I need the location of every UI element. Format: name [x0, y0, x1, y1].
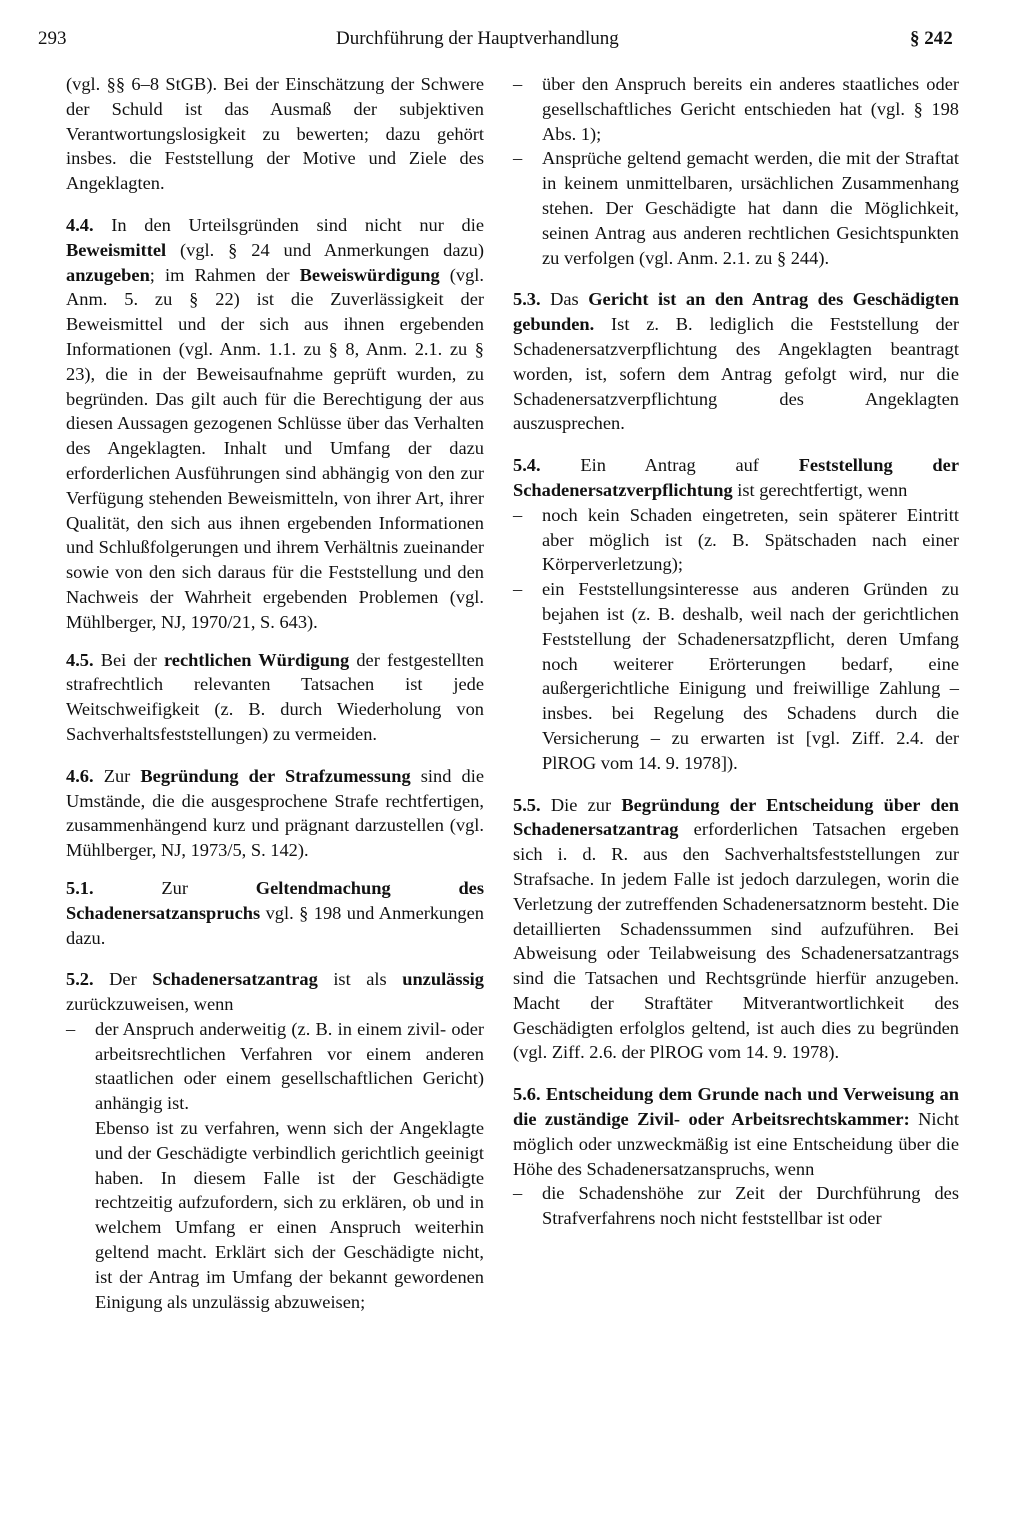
paragraph-5-6 [513, 1082, 959, 1231]
bold-term: Begründung der Strafzumessung [140, 765, 411, 786]
intro-paragraph: (vgl. §§ 6–8 StGB). Bei der Einschätzung der Schwere der Schuld ist das Ausmaß der subjektiven Verantwortungslosigkeit zu bewerten; dazu gehört insbes. die Feststellung der Motive und Ziele des Angeklagten. [66, 74, 484, 194]
list-item: – die Schadenshöhe zur Zeit der Durchführung des Strafverfahrens noch nicht feststellbar ist oder [513, 1181, 959, 1231]
paragraph-5-4-lead [513, 453, 959, 503]
bold-term: Begründung der Entscheidung über den Schadenersatzantrag [513, 794, 959, 840]
text: vgl. § 198 und Anmerkungen dazu. [66, 902, 484, 948]
paragraph-number: 5.4. [513, 455, 541, 476]
paragraph-5-2-lead [66, 967, 484, 1017]
paragraph-5-3 [513, 287, 959, 436]
text: Zur [93, 765, 141, 786]
text: (vgl. Anm. 5. zu § 22) ist die Zuverlässigkeit der Beweismittel und der sich aus ihnen ergebenden Informationen (vgl. Anm. 1.1. zu § 8, Anm. 2.1. zu § 23), die in der Beweisaufnahme geprüft wurden, zu begründen. Das gilt auch für die Berechtigung der aus diesen Aussagen gezogenen Schlüsse über das Verhalten des Angeklagten. Inhalt und Umfang der dazu erforderlichen Ausführungen sind abhängig von den zur Verfügung stehenden Beweismitteln, von ihrer Art, ihrer Qualität, den sich aus ihnen ergebenden Informationen und Schlußfolgerungen und ihrem Verhältnis zueinander sowie von den sich daraus für die Feststellung und den Nachweis der Wahrheit ergebenden Problemen (vgl. Mühlberger, NJ, 1970/21, S. 643). [66, 264, 484, 632]
page-header [0, 28, 1024, 58]
text: der festgestellten strafrechtlich relevanten Tatsachen ist jede Weitschweifigkeit (z. B. durch Wiederholung von Sachverhaltsfeststellungen) zu vermeiden. [66, 649, 484, 744]
text: Ist z. B. lediglich die Feststellung der Schadenersatzverpflichtung des Angeklagten beantragt worden, ist, sofern dem Antrag gefolgt wird, nur die Schadenersatzverpflichtung des Angeklagten auszusprechen. [513, 314, 959, 434]
paragraph-number: 4.4. [66, 214, 94, 235]
running-title: Durchführung der Hauptverhandlung [336, 28, 619, 49]
paragraph-number: 5.6. [513, 1084, 541, 1105]
paragraph-number: 5.2. [66, 969, 94, 990]
bold-term: rechtlichen Würdigung [163, 649, 350, 670]
text: sind die Umstände, die die ausgesprochene Strafe rechtfertigen, zusammenhängend kurz und prägnant darzustellen (vgl. Mühlberger, NJ, 1973/5, S. 142). [66, 765, 484, 861]
bold-term: Beweiswürdigung [299, 264, 440, 285]
paragraph-number: 4.6. [66, 765, 94, 786]
paragraph-4-4 [66, 213, 484, 635]
paragraph-4-5 [66, 648, 484, 747]
paragraph-number: 5.1. [66, 877, 94, 898]
text: Zur [93, 877, 256, 898]
text: ist gerechtfertigt, wenn [732, 479, 908, 500]
text: Nicht möglich oder unzweckmäßig ist eine Entscheidung über die Höhe des Schadenersatzanspruchs, wenn [513, 1109, 959, 1179]
section-mark: § 242 [910, 28, 953, 49]
paragraph-5-2 [66, 967, 484, 1314]
text: zurückzuweisen, wenn [66, 994, 234, 1015]
text: In den Urteilsgründen sind nicht nur die [93, 214, 484, 235]
dash-list [513, 503, 959, 776]
bold-term: anzugeben [66, 264, 150, 285]
text: Die zur [540, 794, 622, 815]
paragraph-number: 5.5. [513, 794, 541, 815]
list-item: – Ansprüche geltend gemacht werden, die mit der Straftat in keinem unmittelbaren, ursächlichen Zusammenhang stehen. Der Geschädigte hat dann die Möglichkeit, seinen Antrag aus anderen rechtlichen Gesichtspunkten zu verfolgen (vgl. Anm. 2.1. zu § 244). [513, 146, 959, 270]
paragraph-4-6 [66, 764, 484, 863]
bold-term: unzulässig [402, 969, 484, 990]
paragraph-5-5 [513, 793, 959, 1066]
bold-term: Geltendmachung des Schadenersatzanspruchs [66, 877, 484, 923]
paragraph-5-1 [66, 876, 484, 950]
dash-list [513, 72, 959, 270]
bold-term: Gericht ist an den Antrag des Geschädigten gebunden. [513, 289, 960, 335]
continuation-text: Ebenso ist zu verfahren, wenn sich der Angeklagte und der Geschädigte verbindlich gerichtlich geeinigt haben. In diesem Falle ist der Geschädigte rechtzeitig aufzufordern, sich zu erklären, ob und in welchem Umfang er einen Anspruch weiterhin geltend macht. Erklärt sich der Geschädigte nicht, ist der Antrag im Umfang der bekannt gewordenen Einigung als unzulässig abzuweisen; [95, 1118, 484, 1312]
text: Ein Antrag auf [540, 455, 799, 476]
paragraph-5-6-lead [513, 1082, 959, 1181]
text: ist als [317, 969, 403, 990]
text: Das [540, 289, 589, 310]
paragraph-5-4 [513, 453, 959, 775]
bold-term: Beweismittel [66, 239, 167, 260]
list-item: – über den Anspruch bereits ein anderes staatliches oder gesellschaftliches Gericht entschieden hat (vgl. § 198 Abs. 1); [513, 72, 959, 146]
list-item: – ein Feststellungsinteresse aus anderen Gründen zu bejahen ist (z. B. deshalb, weil nach der gerichtlichen Feststellung der Schadenersatzpflicht, deren Umfang noch weiterer Erörterungen bedarf, eine außergerichtliche Einigung und freiwillige Zahlung – insbes. bei Regelung des Schadens durch die Versicherung – zu erwarten ist [vgl. Ziff. 2.4. der PlROG vom 14. 9. 1978]). [513, 577, 959, 775]
bold-term: Feststellung der Schadenersatzverpflichtung [513, 455, 959, 500]
right-column [513, 72, 959, 1231]
dash-list [66, 1017, 484, 1116]
paragraph-number: 4.5. [66, 649, 94, 670]
list-item: – der Anspruch anderweitig (z. B. in einem zivil- oder arbeitsrechtlichen Verfahren vor einem anderen staatlichen oder einem gesellschaftlichen Gericht) anhängig ist. [66, 1017, 484, 1116]
left-column [66, 72, 484, 1314]
text: Der [93, 969, 153, 990]
text: ; im Rahmen der [149, 264, 300, 285]
dash-list [513, 1181, 959, 1231]
text: Bei der [93, 649, 164, 670]
text: (vgl. § 24 und Anmerkungen dazu) [166, 239, 484, 260]
paragraph-number: 5.3. [513, 289, 541, 310]
bold-term: Entscheidung dem Grunde nach und Verweisung an die zuständige Zivil- oder Arbeitsrechtskammer: [513, 1084, 959, 1130]
bold-term: Schadenersatzantrag [152, 969, 318, 990]
page-number: 293 [38, 28, 67, 49]
list-item: – noch kein Schaden eingetreten, sein späterer Eintritt aber möglich ist (z. B. Spätschaden nach einer Körperverletzung); [513, 503, 959, 577]
text: erforderlichen Tatsachen ergeben sich i. d. R. aus den Sachverhaltsfeststellungen zur Strafsache. In jedem Falle ist jedoch darzulegen, worin die Verletzung der zutreffenden Schadenersatznorm besteht. Die detaillierten Schadenssummen sind aufzuführen. Bei Abweisung oder Teilabweisung des Schadenersatzantrags sind die Tatsachen und Rechtsgründe hierfür anzugeben. Macht der Straftäter Mitverantwortlichkeit des Geschädigten erfolglos geltend, ist auch dies zu begründen (vgl. Ziff. 2.6. der PlROG vom 14. 9. 1978). [513, 819, 959, 1063]
